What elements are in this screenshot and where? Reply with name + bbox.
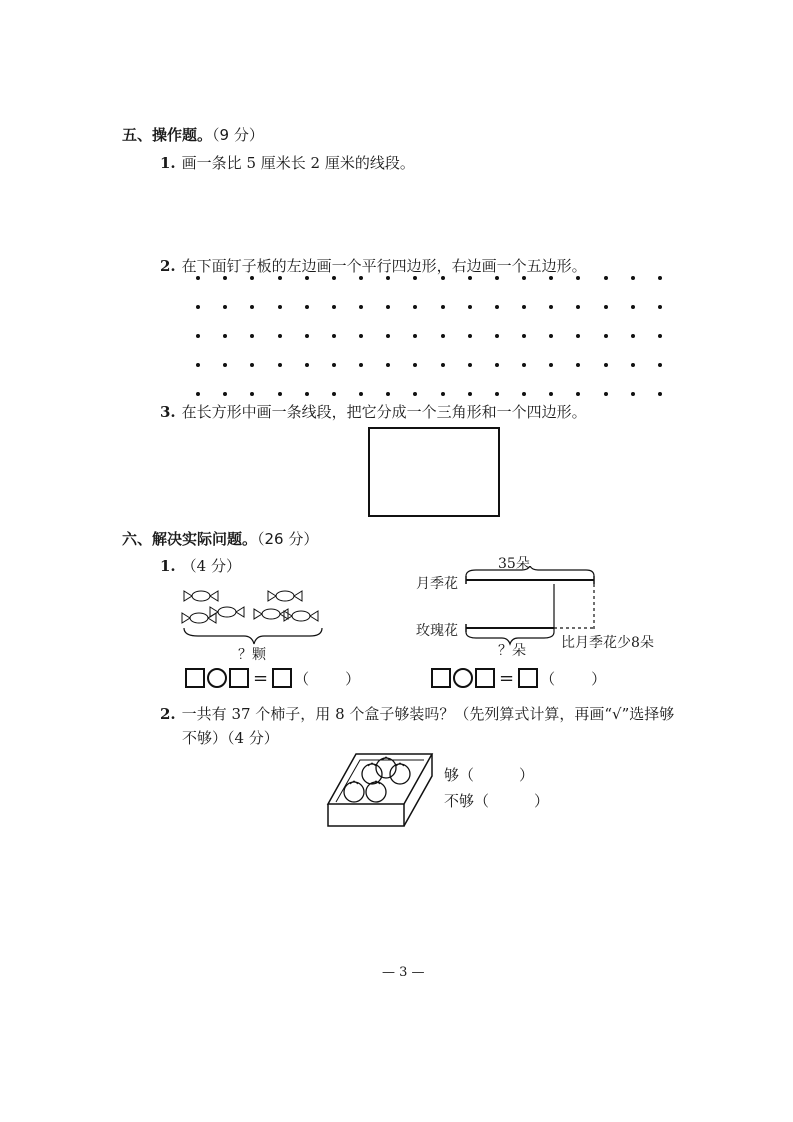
persimmon-icon: [376, 758, 396, 778]
nail-dot[interactable]: [223, 305, 227, 309]
nail-dot[interactable]: [658, 392, 662, 396]
nail-dot[interactable]: [332, 392, 336, 396]
nail-dot[interactable]: [441, 276, 445, 280]
candies-formula: [185, 665, 360, 691]
not-enough-option[interactable]: 不够（ ）: [444, 792, 550, 810]
nail-dot[interactable]: [359, 334, 363, 338]
nail-dot[interactable]: [278, 276, 282, 280]
flower-unknown-label: ？朵: [498, 643, 526, 659]
nail-dot[interactable]: [441, 363, 445, 367]
equals-sign: =: [253, 667, 269, 689]
s5-q2-number: 2.: [160, 257, 176, 275]
nail-board[interactable]: [196, 276, 666, 400]
nail-dot[interactable]: [305, 276, 309, 280]
s5-question-1: [160, 152, 415, 173]
nail-dot[interactable]: [441, 305, 445, 309]
persimmon-icon: [344, 782, 364, 802]
paren-open: （: [294, 669, 310, 688]
nail-dot[interactable]: [576, 276, 580, 280]
nail-dot[interactable]: [250, 276, 254, 280]
nail-dot[interactable]: [549, 334, 553, 338]
nail-dot[interactable]: [576, 334, 580, 338]
nail-dot[interactable]: [386, 276, 390, 280]
section5-score: （9 分）: [212, 126, 264, 144]
nail-dot[interactable]: [468, 334, 472, 338]
nail-dot[interactable]: [522, 305, 526, 309]
nail-dot[interactable]: [305, 334, 309, 338]
nail-dot[interactable]: [386, 392, 390, 396]
operator-circle[interactable]: [453, 668, 473, 688]
answer-box[interactable]: [272, 668, 292, 688]
flowers-formula: [431, 665, 606, 691]
flower-a-label: 月季花: [416, 576, 458, 592]
nail-dot[interactable]: [223, 392, 227, 396]
nail-dot[interactable]: [332, 363, 336, 367]
nail-dot[interactable]: [522, 363, 526, 367]
s6-question-1: [160, 555, 241, 576]
nail-dot[interactable]: [468, 363, 472, 367]
nail-dot[interactable]: [495, 276, 499, 280]
candy-icon: [254, 609, 288, 619]
nail-dot[interactable]: [278, 334, 282, 338]
nail-dot[interactable]: [549, 305, 553, 309]
s6-q2-number: 2.: [160, 705, 176, 723]
answer-box[interactable]: [185, 668, 205, 688]
nail-dot[interactable]: [522, 392, 526, 396]
nail-dot[interactable]: [278, 305, 282, 309]
flower-total-label: 35朵: [498, 556, 530, 572]
nail-dot[interactable]: [250, 363, 254, 367]
nail-dot[interactable]: [413, 363, 417, 367]
section6-score: （26 分）: [257, 530, 319, 548]
candies-illustration: [178, 582, 328, 652]
nail-dot[interactable]: [441, 392, 445, 396]
s5-q2-text: 在下面钉子板的左边画一个平行四边形，右边画一个五边形。: [181, 257, 587, 275]
nail-dot[interactable]: [196, 392, 200, 396]
s6-q2-text-line2: 不够）（4 分）: [182, 729, 279, 747]
nail-dot[interactable]: [576, 305, 580, 309]
nail-dot[interactable]: [359, 363, 363, 367]
nail-dot[interactable]: [549, 392, 553, 396]
s5-q3-text: 在长方形中画一条线段，把它分成一个三角形和一个四边形。: [181, 403, 587, 421]
s5-question-3: [160, 401, 587, 422]
nail-dot[interactable]: [522, 276, 526, 280]
page-number: — 3 —: [382, 965, 425, 980]
nail-dot[interactable]: [658, 276, 662, 280]
nail-dot[interactable]: [250, 334, 254, 338]
nail-dot[interactable]: [250, 392, 254, 396]
nail-dot[interactable]: [495, 305, 499, 309]
candies-brace: [184, 628, 322, 644]
equals-sign: =: [499, 667, 515, 689]
answer-box[interactable]: [229, 668, 249, 688]
nail-dot[interactable]: [223, 334, 227, 338]
s6-q2-text-line1: 一共有 37 个柿子，用 8 个盒子够装吗？（先列算式计算，再画“√”选择够: [181, 705, 675, 723]
nail-dot[interactable]: [250, 305, 254, 309]
nail-dot[interactable]: [359, 276, 363, 280]
nail-dot[interactable]: [386, 334, 390, 338]
nail-dot[interactable]: [604, 334, 608, 338]
nail-dot[interactable]: [359, 392, 363, 396]
rectangle-drawing-area[interactable]: [368, 427, 500, 517]
nail-dot[interactable]: [223, 363, 227, 367]
nail-dot[interactable]: [305, 363, 309, 367]
answer-box[interactable]: [475, 668, 495, 688]
nail-dot[interactable]: [604, 392, 608, 396]
persimmon-icon: [366, 782, 386, 802]
nail-dot[interactable]: [413, 276, 417, 280]
nail-dot[interactable]: [305, 392, 309, 396]
nail-dot[interactable]: [468, 305, 472, 309]
nail-dot[interactable]: [441, 334, 445, 338]
nail-dot[interactable]: [604, 305, 608, 309]
nail-dot[interactable]: [631, 392, 635, 396]
candy-icon: [184, 591, 218, 601]
answer-box[interactable]: [431, 668, 451, 688]
nail-dot[interactable]: [413, 392, 417, 396]
s6-question-2: [160, 703, 674, 724]
nail-dot[interactable]: [495, 363, 499, 367]
persimmon-icon: [390, 764, 410, 784]
nail-dot[interactable]: [386, 363, 390, 367]
flower-difference-label: 比月季花少8朵: [561, 635, 654, 651]
nail-dot[interactable]: [658, 305, 662, 309]
candy-icon: [210, 607, 244, 617]
paren-close: ）: [345, 669, 361, 688]
nail-dot[interactable]: [305, 305, 309, 309]
section6-title: 六、解决实际问题。: [122, 530, 258, 548]
s5-q1-text: 画一条比 5 厘米长 2 厘米的线段。: [181, 154, 415, 172]
candy-icon: [268, 591, 302, 601]
nail-dot[interactable]: [549, 276, 553, 280]
nail-dot[interactable]: [196, 334, 200, 338]
section6-heading: [122, 528, 318, 549]
s5-question-2: [160, 255, 587, 276]
nail-dot[interactable]: [386, 305, 390, 309]
nail-dot[interactable]: [468, 276, 472, 280]
nail-dot[interactable]: [332, 334, 336, 338]
nail-dot[interactable]: [631, 276, 635, 280]
nail-dot[interactable]: [468, 392, 472, 396]
operator-circle[interactable]: [207, 668, 227, 688]
s5-q3-number: 3.: [160, 403, 176, 421]
flower-b-label: 玫瑰花: [416, 623, 458, 639]
nail-dot[interactable]: [332, 305, 336, 309]
nail-dot[interactable]: [278, 392, 282, 396]
candies-total-label: ？颗: [238, 647, 266, 663]
nail-dot[interactable]: [604, 363, 608, 367]
paren-close: ）: [591, 669, 607, 688]
nail-dot[interactable]: [549, 363, 553, 367]
section5-heading: [122, 124, 264, 145]
nail-dot[interactable]: [576, 392, 580, 396]
nail-dot[interactable]: [495, 392, 499, 396]
candy-icon: [284, 611, 318, 621]
nail-dot[interactable]: [196, 276, 200, 280]
nail-dot[interactable]: [413, 334, 417, 338]
nail-dot[interactable]: [631, 305, 635, 309]
nail-dot[interactable]: [413, 305, 417, 309]
persimmon-icon: [362, 764, 382, 784]
nail-dot[interactable]: [576, 363, 580, 367]
nail-dot[interactable]: [658, 334, 662, 338]
nail-dot[interactable]: [196, 305, 200, 309]
paren-open: （: [540, 669, 556, 688]
nail-dot[interactable]: [604, 276, 608, 280]
persimmon-box-illustration: [326, 748, 436, 830]
section5-title: 五、操作题。: [122, 126, 213, 144]
total-brace: [466, 566, 594, 576]
nail-dot[interactable]: [359, 305, 363, 309]
s5-q1-number: 1.: [160, 154, 176, 172]
candy-icon: [182, 613, 216, 623]
enough-option[interactable]: 够（ ）: [444, 766, 535, 784]
nail-dot[interactable]: [332, 276, 336, 280]
nail-dot[interactable]: [658, 363, 662, 367]
s6-q1-number: 1.: [160, 557, 176, 575]
nail-dot[interactable]: [495, 334, 499, 338]
answer-box[interactable]: [518, 668, 538, 688]
nail-dot[interactable]: [196, 363, 200, 367]
nail-dot[interactable]: [223, 276, 227, 280]
nail-dot[interactable]: [278, 363, 282, 367]
s6-q1-score: （4 分）: [181, 557, 241, 575]
nail-dot[interactable]: [631, 363, 635, 367]
nail-dot[interactable]: [631, 334, 635, 338]
nail-dot[interactable]: [522, 334, 526, 338]
